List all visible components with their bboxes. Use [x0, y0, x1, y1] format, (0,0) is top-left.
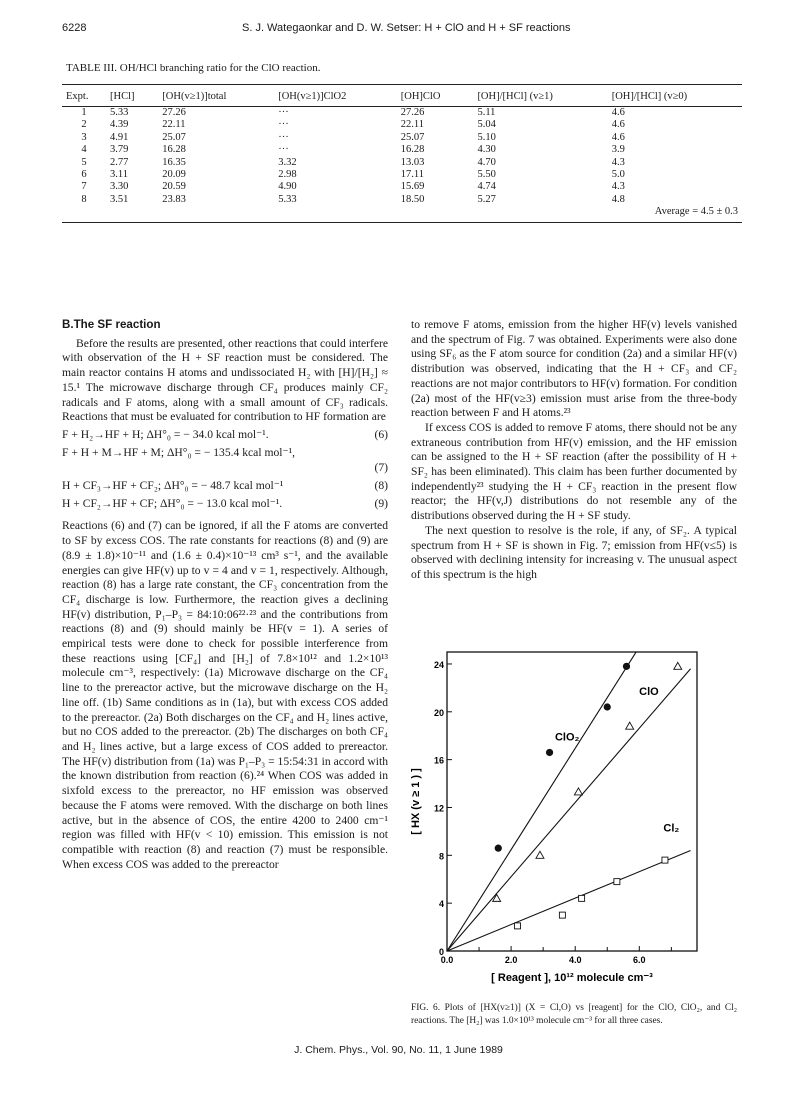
data-point [662, 857, 668, 863]
table-cell: ··· [278, 131, 289, 143]
table-cell: 5.10 [477, 131, 496, 143]
table-row [62, 157, 742, 169]
paragraph: to remove F atoms, emission from the higher HF(v) levels vanished and the spectrum of Fig. 7 was obtained. Experiments were also done using SF₆ as the F atom source for condition (2a) and a similar HF(v) distribution was observed, indicating that the H + CF₃ and CF₂ reactions are not major contributors to HF(v) formation. For condition (2a) most of the HF(v≥3) emission must arise from the three-body reaction between F and H atoms.²³ [411, 318, 737, 420]
data-point [674, 662, 682, 669]
equation-7 [62, 446, 388, 461]
y-tick-label: 0 [438, 947, 444, 957]
col-expt: Expt. [62, 88, 106, 107]
y-tick-label: 12 [433, 803, 444, 814]
table-cell: 5.33 [110, 107, 129, 118]
y-tick-label: 4 [438, 899, 444, 910]
equation-number: (7) [374, 461, 388, 475]
equation-text: F + H + M→HF + M; ΔH°₀ = − 135.4 kcal mol⁻¹, [62, 445, 295, 459]
section-heading: B.The SF reaction [62, 318, 161, 331]
data-point [574, 788, 582, 795]
table-row [62, 144, 742, 156]
col-ratio-v1: [OH]/[HCl] (v≥1) [473, 88, 607, 107]
table-cell: 4.6 [611, 131, 625, 143]
table-cell: 3.79 [110, 144, 129, 156]
table-cell: 4.3 [611, 181, 625, 193]
paragraph: Reactions (6) and (7) can be ignored, if all the F atoms are converted to SF by excess COS. The rate constants for reactions (8) and (9) are (8.9 ± 1.8)×10⁻¹¹ and (1.6 ± 0.4)×10⁻¹³ cm³ s⁻¹, and the available energies can give HF(v) up to v = 4 and v = 1, respectively. Although, reaction (8) has a large rate constant, the CF₃ concentration from the CF₄ discharge is low. Furthermore, the reaction gives a declining HF(v) distribution, P₁–P₃ = 84:10:06²²·²³ and the contributions from reactions (8) and (9) should mainly be HF(v = 1). A series of empirical tests were done to check for possible interference from these reactions using [CF₄] and [H₂] of 7.8×10¹² and 1.2×10¹³ molecule cm⁻³, respectively: (1a) Microwave discharge on the CF₄ line to the prereactor active, but the microwave discharge on the H₂ line off. (1b) Same conditions as in (1a), but with excess COS added to the prereactor. (2a) Both discharges on the CF₄ and H₂ lines active, but no COS added to the prereactor. (2b) The discharges on both CF₄ and H₂ lines active, but a large excess of COS added to prereactor. The HF(v) distribution from (1a) was P₁–P₃ = 15:54:31 in accord with the known distribution from reaction (6).²⁴ When COS was added in sixfold excess to the prereactor, no HF emission was observed because the F atoms were removed. With the discharge on both lines active, but in the absence of COS, the entire 4200 to 2400 cm⁻¹ region was filled with HF(v < 10) emission. This emission is not compatible with reaction (8) and reaction (7) must be responsible. When excess COS was added to the prereactor [62, 519, 389, 871]
data-point [604, 703, 611, 710]
table-row [62, 119, 742, 131]
equation-text: F + H₂→HF + H; ΔH°₀ = − 34.0 kcal mol⁻¹. [62, 427, 269, 441]
table-cell: 23.83 [162, 193, 186, 205]
table-cell: 2.98 [278, 169, 297, 181]
scatter-chart [405, 640, 741, 1000]
data-point [579, 895, 585, 901]
table-row [62, 169, 742, 181]
table-cell: ··· [278, 119, 289, 131]
left-column [62, 318, 388, 872]
table-cell: 4.6 [611, 107, 625, 118]
table-caption: TABLE III. OH/HCl branching ratio for the ClO reaction. [66, 62, 321, 74]
table-cell: 5.11 [477, 107, 496, 118]
col-ratio-v0: [OH]/[HCl] (v≥0) [608, 88, 742, 107]
table-cell: 4.74 [477, 181, 496, 193]
table-cell: 4.70 [477, 156, 496, 168]
table-cell: 5.50 [477, 169, 496, 181]
table-cell: ··· [278, 107, 289, 118]
table-cell: 3.32 [278, 156, 297, 168]
series-label: Cl₂ [663, 822, 680, 835]
table-cell: 4.91 [110, 131, 129, 143]
table-cell: 3.11 [110, 169, 128, 181]
table-cell: 3.30 [110, 181, 129, 193]
x-tick-label: 6.0 [633, 955, 646, 965]
table-cell: 2.77 [110, 156, 129, 168]
branching-ratio-table [62, 84, 742, 223]
right-column [411, 318, 737, 583]
table-cell: 4 [81, 144, 87, 156]
data-point [559, 912, 565, 918]
table-cell: ··· [278, 144, 289, 156]
equation-text: H + CF₂→HF + CF; ΔH°₀ = − 13.0 kcal mol⁻¹. [62, 496, 283, 510]
y-tick-label: 16 [433, 755, 444, 766]
table-cell: 20.09 [162, 169, 186, 181]
data-point [515, 923, 521, 929]
table-cell: 18.50 [400, 193, 425, 205]
table-cell: 5 [81, 156, 87, 168]
equation-6 [62, 428, 388, 443]
table-cell: 20.59 [162, 181, 186, 193]
x-tick-label: 2.0 [504, 955, 518, 965]
data-point [614, 879, 620, 885]
table-cell: 13.03 [400, 156, 425, 168]
y-axis-label: [ HX (v ≥ 1 ) ] [410, 768, 422, 835]
table-row [62, 194, 742, 206]
table-cell: 7 [81, 181, 87, 193]
data-point [546, 749, 553, 756]
table-cell: 25.07 [162, 131, 186, 143]
table-cell: 4.39 [110, 119, 129, 131]
equation-8 [62, 479, 388, 494]
paragraph: If excess COS is added to remove F atoms, there should not be any extraneous contribution from HF(v) emission, and the HF emission can be assigned to the H + SF reaction (after the possibility of H + SF₂ has been eliminated). This claim has been further documented by independently²³ studying the H + CF₃ reaction in the present flow reactor; the HF(v,J) distributions do not resemble any of the distributions observed during the H + SF study. [411, 420, 737, 523]
x-tick-label: 0.0 [440, 955, 454, 965]
table-row [62, 132, 742, 144]
equation-text: H + CF₃→HF + CF₂; ΔH°₀ = − 48.7 kcal mol⁻¹ [62, 479, 284, 493]
equation-number: (9) [374, 496, 388, 510]
table-cell: 4.8 [611, 193, 625, 205]
table-cell: 6 [81, 169, 87, 181]
running-title: S. J. Wategaonkar and D. W. Setser: H + ClO and H + SF reactions [242, 22, 571, 34]
x-tick-label: 4.0 [568, 955, 582, 965]
equation-number: (8) [374, 479, 388, 493]
table-cell: 4.90 [278, 181, 297, 193]
table-cell: 8 [81, 193, 87, 205]
plot-frame [447, 652, 697, 951]
equation-number: (6) [374, 427, 388, 441]
table-cell: 16.28 [400, 144, 425, 156]
paragraph: The next question to resolve is the role, if any, of SF₂. A typical spectrum from H + SF is shown in Fig. 7; emission from HF(v≤5) is observed with declining intensity for increasing v. The unusual aspect of this spectrum is the high [411, 523, 737, 581]
table-cell: 16.28 [162, 144, 186, 156]
table-cell: 22.11 [400, 119, 424, 131]
fit-line-1 [447, 669, 691, 951]
x-axis-label: [ Reagent ], 10¹² molecule cm⁻³ [491, 972, 653, 984]
col-oh-total: [OH(v≥1)]total [158, 88, 274, 107]
table-cell: 16.35 [162, 156, 186, 168]
table-cell: 5.04 [477, 119, 496, 131]
table-cell: 27.26 [162, 107, 186, 118]
table-cell: 4.3 [611, 156, 625, 168]
fit-line-2 [447, 851, 691, 951]
page-number: 6228 [62, 22, 87, 34]
col-oh-clo: [OH]ClO [397, 88, 474, 107]
series-label: ClO [639, 686, 659, 699]
table-cell: 5.27 [477, 193, 496, 205]
data-point [493, 894, 501, 901]
table-cell: 3.9 [611, 144, 625, 156]
table-average: Average = 4.5 ± 0.3 [62, 206, 742, 222]
table-cell: 4.30 [477, 144, 496, 156]
table-cell: 3.51 [110, 193, 129, 205]
series-label: ClO₂ [554, 731, 580, 744]
data-point [626, 722, 634, 729]
data-point [495, 845, 502, 852]
data-point [623, 663, 630, 670]
equation-9 [62, 497, 388, 512]
y-tick-label: 20 [433, 707, 444, 718]
table-cell: 5.0 [611, 169, 625, 181]
table-cell: 4.6 [611, 119, 625, 131]
table-cell: 27.26 [400, 107, 425, 118]
table-cell: 25.07 [400, 131, 425, 143]
table-cell: 2 [81, 119, 87, 131]
table-cell: 3 [81, 131, 87, 143]
table-cell: 5.33 [278, 193, 297, 205]
y-tick-label: 24 [433, 659, 444, 670]
table-cell: 15.69 [400, 181, 425, 193]
table-cell: 17.11 [400, 169, 424, 181]
table-cell: 22.11 [162, 119, 186, 131]
figure-6 [405, 640, 741, 1000]
table-cell: 1 [81, 107, 87, 118]
table-row [62, 181, 742, 193]
data-point [536, 851, 544, 858]
journal-footer: J. Chem. Phys., Vol. 90, No. 11, 1 June 1989 [294, 1044, 503, 1056]
figure-caption: FIG. 6. Plots of [HX(v≥1)] (X = Cl,O) vs [reagent] for the ClO, ClO₂, and Cl₂ reactions. The [H₂] was 1.0×10¹³ molecule cm⁻³ for all three cases. [411, 1003, 737, 1026]
table-row [62, 107, 742, 120]
col-oh-clo2: [OH(v≥1)]ClO2 [274, 88, 397, 107]
paragraph: Before the results are presented, other reactions that could interfere with observation of the H + SF reaction must be considered. The main reactor contains H atoms and undissociated H₂ with [H]/[H₂] ≈ 15.¹ The microwave discharge through CF₄ produces mainly CF₂ radicals and F atoms, along with a small amount of CF₃ radicals. Reactions that must be evaluated for contribution to HF formation are [62, 336, 388, 424]
y-tick-label: 8 [438, 851, 444, 862]
fit-line-0 [447, 652, 636, 951]
col-hcl: [HCl] [106, 88, 158, 107]
